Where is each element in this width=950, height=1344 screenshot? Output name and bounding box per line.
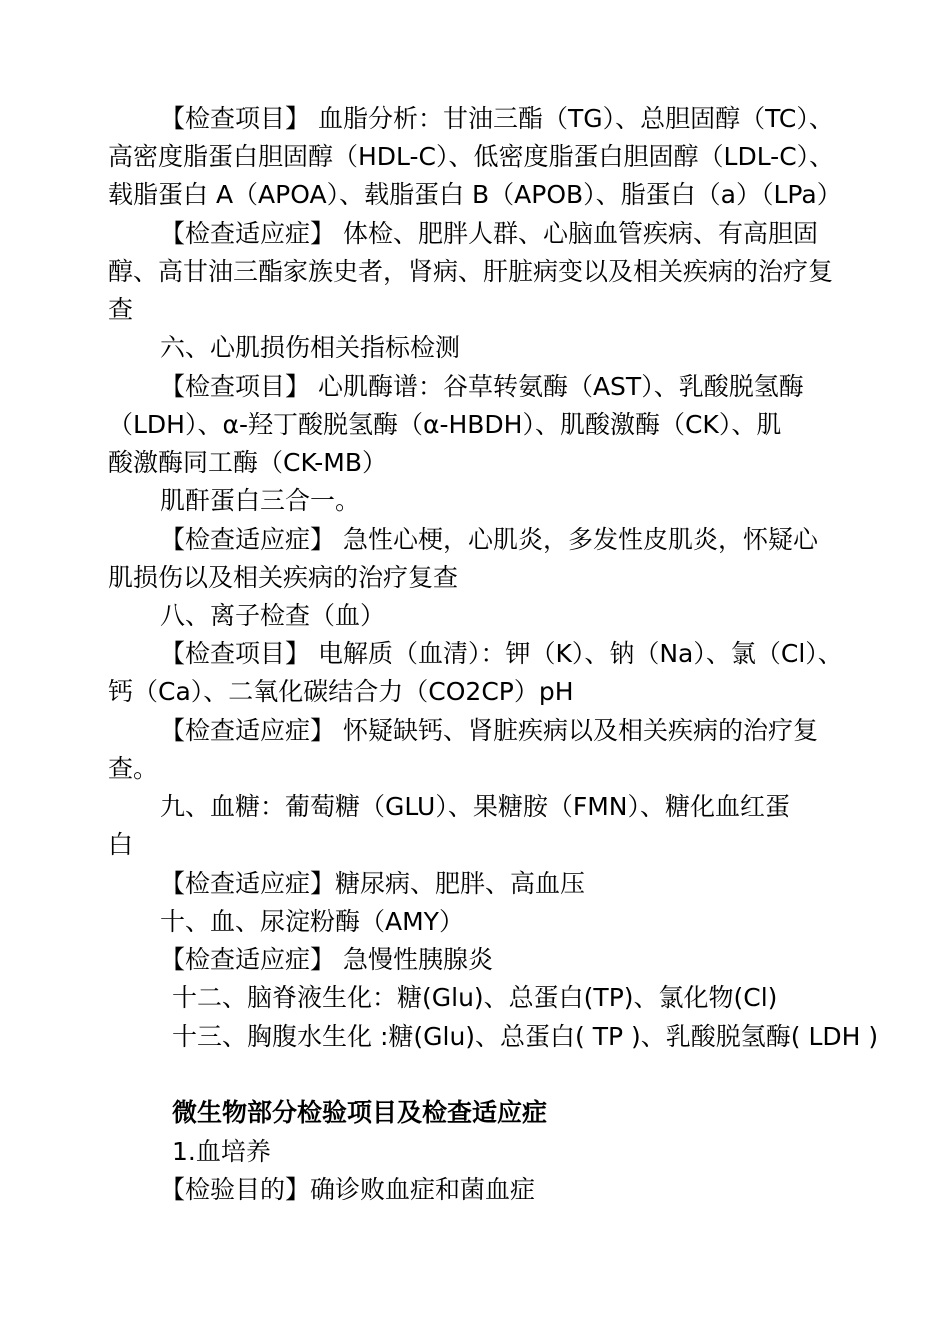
ions-indications-line-1: 【检查适应症】 怀疑缺钙、肾脏疾病以及相关疾病的治疗复 [160, 716, 818, 745]
section-heading-effusion-biochemistry: 十三、胸腹水生化 :糖(Glu)、总蛋白( TP )、乳酸脱氢酶( LDH ) [172, 1022, 879, 1051]
myocardial-indications-line-1: 【检查适应症】 急性心梗，心肌炎，多发性皮肌炎，怀疑心 [160, 525, 818, 554]
lipid-test-items-line-1: 【检查项目】 血脂分析：甘油三酯（TG）、总胆固醇（TC）、 [160, 104, 834, 133]
lipid-indications-line-3: 查 [108, 295, 134, 324]
section-heading-glucose-line-1: 九、血糖：葡萄糖（GLU）、果糖胺（FMN）、糖化血红蛋 [160, 792, 791, 821]
section-heading-glucose-line-2: 白 [108, 830, 134, 859]
amylase-indications: 【检查适应症】 急慢性胰腺炎 [160, 945, 493, 974]
glucose-indications: 【检查适应症】糖尿病、肥胖、高血压 [160, 869, 586, 898]
section-heading-amylase: 十、血、尿淀粉酶（AMY） [160, 907, 464, 936]
microbiology-section-title: 微生物部分检验项目及检查适应症 [172, 1098, 548, 1127]
lipid-test-items-line-3: 载脂蛋白 A（APOA）、载脂蛋白 B（APOB）、脂蛋白（a）（LPa） [108, 180, 842, 209]
myocardial-test-items-line-1: 【检查项目】 心肌酶谱：谷草转氨酶（AST）、乳酸脱氢酶 [160, 372, 804, 401]
myocardial-test-items-line-3: 酸激酶同工酶（CK-MB） [108, 448, 387, 477]
myocardial-test-items-line-2: （LDH）、α-羟丁酸脱氢酶（α-HBDH）、肌酸激酶（CK）、肌 [108, 410, 782, 439]
ions-test-items-line-1: 【检查项目】 电解质（血清）：钾（K）、钠（Na）、氯（Cl）、 [160, 639, 843, 668]
section-heading-ions: 八、离子检查（血） [160, 601, 386, 630]
creatinine-note: 肌酐蛋白三合一。 [160, 486, 361, 515]
section-heading-myocardial: 六、心肌损伤相关指标检测 [160, 333, 461, 362]
ions-test-items-line-2: 钙（Ca）、二氧化碳结合力（CO2CP）pH [108, 677, 574, 706]
ions-indications-line-2: 查。 [108, 754, 159, 783]
lipid-indications-line-1: 【检查适应症】 体检、肥胖人群、心脑血管疾病、有高胆固 [160, 219, 818, 248]
myocardial-indications-line-2: 肌损伤以及相关疾病的治疗复查 [108, 563, 459, 592]
section-heading-csf-biochemistry: 十二、脑脊液生化：糖(Glu)、总蛋白(TP)、氯化物(Cl) [172, 983, 778, 1012]
blood-culture-purpose: 【检验目的】确诊败血症和菌血症 [160, 1175, 536, 1204]
lipid-test-items-line-2: 高密度脂蛋白胆固醇（HDL-C）、低密度脂蛋白胆固醇（LDL-C）、 [108, 142, 835, 171]
lipid-indications-line-2: 醇、高甘油三酯家族史者，肾病、肝脏病变以及相关疾病的治疗复 [108, 257, 834, 286]
blood-culture-heading: 1.血培养 [172, 1137, 271, 1166]
